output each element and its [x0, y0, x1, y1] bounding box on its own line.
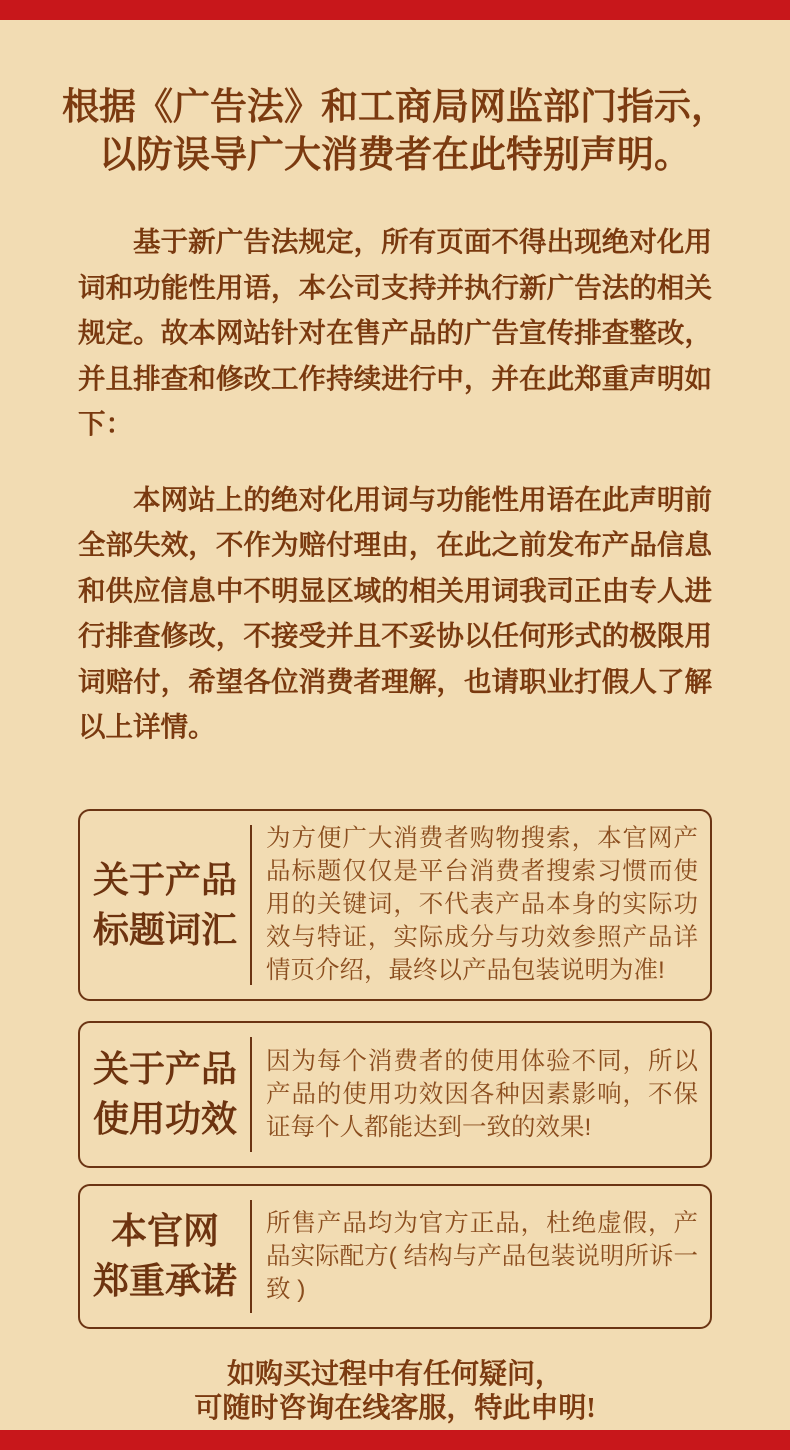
intro-paragraph-2: 本网站上的绝对化用词与功能性用语在此声明前全部失效，不作为赔付理由，在此之前发布产品信息和供应信息中不明显区域的相关用词我司正由专人进行排查修改，不接受并且不妥协以任何形式的极限用词赔付，希望各位消费者理解，也请职业打假人了解以上详情。 — [78, 483, 712, 742]
notice-box-2-label — [80, 1023, 250, 1166]
notice-box-1-label-line-1: 关于产品 — [92, 859, 237, 900]
notice-box-3-label-line-1: 本官网 — [110, 1211, 219, 1251]
notice-box-3-label-line-2: 郑重承诺 — [92, 1261, 237, 1301]
bottom-red-bar — [0, 1430, 790, 1450]
intro-paragraph-1: 基于新广告法规定，所有页面不得出现绝对化用词和功能性用语，本公司支持并执行新广告法的相关规定。故本网站针对在售产品的广告宣传排查整改，并且排查和修改工作持续进行中，并在此郑重声明如下： — [78, 226, 712, 439]
notice-box-3-text: 所售产品均为官方正品，杜绝虚假，产品实际配方( 结构与产品包装说明所诉一致 ) — [266, 1209, 698, 1303]
notice-box-list — [78, 809, 712, 1329]
notice-box-official-promise — [78, 1184, 712, 1329]
notice-box-product-efficacy — [78, 1021, 712, 1168]
notice-box-1-label — [80, 811, 250, 999]
page-title-line-2: 以防误导广大消费者在此特别声明。 — [99, 135, 691, 176]
notice-box-1-label-line-2: 标题词汇 — [92, 909, 237, 950]
notice-box-3-body — [252, 1186, 710, 1327]
notice-box-2-text: 因为每个消费者的使用体验不同，所以产品的使用功效因各种因素影响，不保证每个人都能达到一致的效果! — [266, 1047, 698, 1141]
notice-box-product-title-keywords — [78, 809, 712, 1001]
page-title-line-1: 根据《广告法》和工商局网监部门指示， — [62, 87, 728, 128]
top-red-bar — [0, 0, 790, 20]
notice-box-1-text: 为方便广大消费者购物搜索，本官网产品标题仅仅是平台消费者搜索习惯而使用的关键词，不代表产品本身的实际功效与特证，实际成分与功效参照产品详情页介绍，最终以产品包装说明为准! — [266, 825, 698, 984]
closing-statement-line-1: 如购买过程中有任何疑问， — [226, 1358, 563, 1390]
notice-box-1-body — [252, 811, 710, 999]
page-title — [0, 0, 790, 180]
notice-box-3-label — [80, 1186, 250, 1327]
notice-box-2-body — [252, 1023, 710, 1166]
closing-statement — [0, 1358, 790, 1426]
notice-box-2-label-line-1: 关于产品 — [92, 1049, 237, 1089]
closing-statement-line-2: 可随时咨询在线客服，特此申明! — [194, 1392, 596, 1424]
notice-box-2-label-line-2: 使用功效 — [92, 1099, 237, 1139]
